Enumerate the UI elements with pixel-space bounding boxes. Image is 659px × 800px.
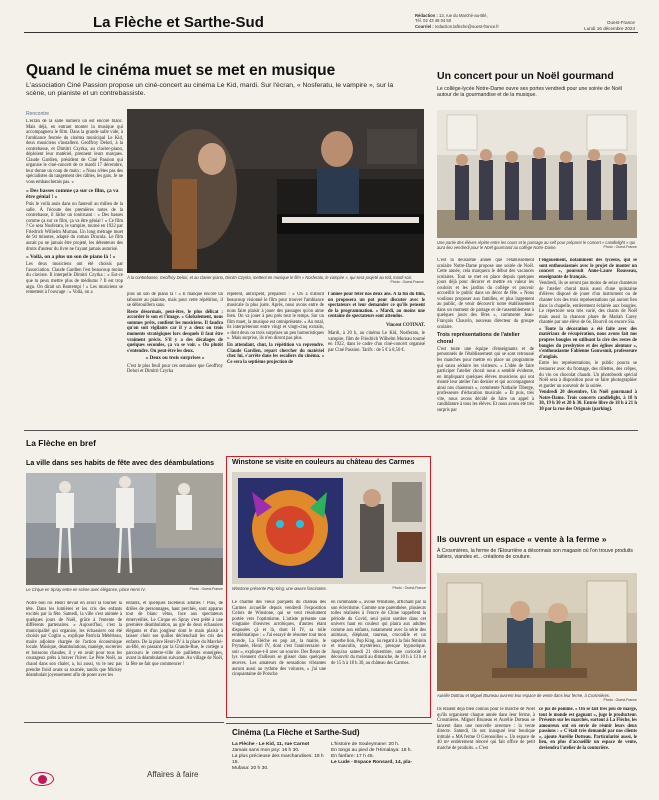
redaction-tel: Tél. 02 43 48 04 50 — [415, 18, 452, 24]
noel-col-1 — [437, 258, 534, 424]
affaires-rule — [24, 722, 224, 723]
main-col2-p2: Reste désormais, peut-être, le plus délicat : accorder le son et l'image. « Globalement, nous sommes prêts, confient les musiciens. Il faudra qu'on soit vigilants car il y a deux ou trois moments stratégiques lors desquels il faut être vraiment précis. S'il y a des décalages de quelques secondes, ça va se voir. » Ou plutôt s'entendre. Ou peut-être les deux. — [127, 309, 223, 354]
masthead-contact — [415, 13, 555, 29]
winstone-photo-caption — [232, 586, 426, 591]
ferme-standfirst: À Crosmières, la ferme de l'Etourrière a désormais son magasin où l'on trouve produits laitiers, viandes et... créations de couture. — [437, 548, 633, 561]
main-col1-p2: Puis le voilà assis dans un fauteuil au milieu de la salle. À l'écoute des premières notes de la contrebasse, il lâche un tonitruant : « Des basses comme ça sur ce film, ça va être génial ! » Ce film ? Ce sera Nosferatu, le vampire, tourné en 1922 par Friedrich Wilhelm Murnau. Un long métrage muet de 94 minutes, adapté du roman Dracula. Le film aurait pu ne jamais être projeté, les détenteurs des droits d'auteur du livre ne l'ayant jamais autorisé. — [26, 202, 123, 252]
redaction-label: Rédaction : — [415, 13, 438, 18]
main-col1-p3: Les deux musiciens ont été choisis par l'association. Claude Gardien l'est beaucoup moins du claviste. Il interpelle Dimitri Czyrka : « Est-ce que tu peux mettre plus de médiums ? Il est trop aigu. On dirait un Bontempi ! » Les musiciens se remettent à l'ouvrage : « Voilà, on a — [26, 262, 123, 296]
winstone-headline: Winstone se visite en couleurs au château des Carmes — [232, 459, 415, 466]
main-col-3 — [227, 292, 324, 424]
farm-shop-illustration — [437, 573, 637, 691]
main-col1-quote2: « Voilà, on a plus un son de piano là ! » — [26, 254, 116, 261]
redaction-address: 13, rue du Marché-au-Blé, — [438, 13, 488, 18]
main-photo-credit: Photo : Ouest-France — [390, 280, 424, 284]
fete-photo-credit: Photo : Ouest-France — [189, 587, 223, 591]
stilt-walkers-illustration — [26, 473, 223, 585]
ferme-photo-caption-text: Aurélie Dottrau et Miguel Bruneau ouvrent leur espace de vente dans leur ferme, à Crosmières. — [437, 693, 610, 698]
eye-icon — [30, 772, 54, 786]
noel-headline: Un concert pour un Noël gourmand — [437, 70, 614, 82]
main-col2-subhead: « Deux ou trois surprises » — [145, 355, 205, 362]
fete-col-2: enfants, et quelques facétieux adultes ! Puis, de drôles de personnages, haut perchés, sont apparus tout de blanc vêtus, face aux spectateurs émerveillés. Le Cirque en Spray s'est prêté à une première déambulation, au gré de deux échassiers élégants et d'un jongleur dont le main plaisir à laisser choir ses quilles déclenchait les cris des enfants. De la place Henri-IV à la place du Marché-au-Blé, en passant par la Grande-Rue, le cortège a parcouru le centre-ville de paillettes enneigées, avant la déambulation suivante. Au village de Noël, la fête ne fait que commencer ! — [126, 601, 223, 668]
main-photo — [127, 109, 424, 273]
main-col-4 — [328, 292, 425, 424]
ferme-photo-credit: Photo : Ouest-France — [603, 698, 637, 702]
main-col1-quote1: « Des basses comme ça sur ce film, ça va être génial ! » — [26, 187, 119, 200]
main-col3-p1: répètent, anticipent, préparent : « On a d'abord beaucoup visionné le film pour trouver l'ambiance musicale la plus juste. Après, nous avons entre de nous faire plaisir à jouer des passages qu'on aime bien. On va jouer à peu près tout le temps. Sur un film muet, la musique est omniprésente. » Au total, ils interpréteront entre vingt et vingt-cinq extraits, « dont deux ou trois surprises un peu humoristiques ». Mais surprise, ils n'en diront pas plus. — [227, 292, 324, 342]
noel-photo-credit: Photo : Ouest-France — [603, 245, 637, 249]
noel-photo-caption — [437, 240, 637, 250]
masthead-rule — [24, 32, 638, 33]
main-standfirst: L'association Ciné Passion propose un ciné-concert au cinéma Le Kid, mardi. Sur l'écran, « Nosferatu, le vampire », sur la scène, un pianiste et un contrebassiste. — [26, 82, 394, 98]
noel-photo — [437, 110, 637, 238]
ferme-col-2: ce jus de pomme. « On se fait très peu de marge, tout le monde est gagnant », juge le producteur. Présents sur les marchés, surtout à La Flèche, les amoureux ont en envie de réunir leurs deux passions : « C'était très demandé par nos clients », ajoute Aurélie Dotteau. Particularité aussi, le lieu, en plus d'accueillir un espace de vente, deviendra l'atelier de la couturière. — [539, 707, 637, 751]
noel-col2-p3: « Toute la décoration a été faite avec des matériaux de récupération, nous avons fait nos propres bougies en utilisant la cire des restes de bougies du presbytère et des églises alentour », s'enthousiasme Fabienne Gouwsmit, professeure d'anglais. — [539, 326, 637, 360]
cinema-item: En fanfare: 17 h 45. — [331, 754, 374, 759]
main-col1-p1: L'écran de la salle numéro un est encore blanc. Mais déjà, en entrant monter la musique qui accompagnera le film. Dans la grande salle vide, à l'ambiance feutrée du cinéma municipal Le Kid, deux musiciens s'installent. Geoffroy Delori, à la contrebasse, et Dimitri Czyrka, au clavier-piano, déploient leur matériel, prennent leurs marques. Claude Gardien, président de Ciné Passion qui organise le ciné-concert de ce mardi 17 décembre, leur donne un coup de main : « Nous n'étes pas des spécialistes du rangement des câbles, les gars. Je ne vous embaucherais pas. » — [26, 119, 123, 186]
main-col4-p2: Mardi, à 20 h, au cinéma Le Kid, Nosferatu, le vampire, film de Friedrich Wilhelm Murnau tourné en 1922, dans le cadre d'un ciné-concert organisé par Ciné Passion. Tarifs : de 5 € à 8,50 €. — [328, 331, 425, 353]
cinema-item: Mufasa: 20 h 30. — [232, 766, 269, 771]
main-headline: Quand le cinéma muet se met en musique — [26, 62, 336, 79]
main-col4-p1: l'année pour fêter nos deux ans. À la fin du film, on proposera un pot pour discuter avec le spectateurs et leur demander ce qu'ils pensent de la programmation. » Mardi, au moins une centaine de spectateurs sont attendus. — [328, 292, 425, 320]
main-col-2 — [127, 292, 223, 424]
noel-col-2 — [539, 258, 637, 424]
noel-photo-caption-text: Une partie des élèves répète entre les cours et le passage au self pour préparer le concert « candlelight » qui aura lieu vendredi pour le Noël gourmand au collège Notre-Dame. — [437, 240, 635, 250]
en-bref-title: La Flèche en bref — [26, 438, 96, 448]
pop-king-painting-illustration — [232, 472, 426, 584]
fete-photo-caption-text: Le Cirque en Spray entre en scène avec élégance, place Henri IV. — [26, 587, 146, 592]
cinema-col-1 — [232, 742, 328, 772]
winstone-photo-caption-text: Winstone présente Pop King, une œuvre fascinante. — [232, 586, 327, 591]
fete-photo — [26, 473, 223, 585]
cinema-item: La plus précieuse des marchandises: 18 h 15. — [232, 754, 324, 765]
noel-col1-p1: C'est la deuxième année que l'établissement scolaire Notre-Dame propose une soirée de Noël. Cette année, cela marquera le début des vacances scolaires. Tout se met en place depuis quelques jours déjà pour décorer et mettre en valeur les couloirs et les jardins du collège et pouvoir accueillir le public dans un décor de fête. « Nous voulions proposer aux familles, et plus largement au public, de venir découvrir notre établissement dans un moment de partage et de rassemblement à quelques jours des fêtes », commente Jean-François Chauvin, nouveau directeur du groupe scolaire. — [437, 258, 534, 330]
main-col2-p3: C'est le plus feuil pour ces semaines que Geoffroy Delori et Dimitri Czyrka — [127, 363, 223, 375]
noel-col2-p2: Vendredi, ils se seront pas moins de seize chanteurs de l'atelier choral mais aussi d'une quinzaine d'élèves disposé de jouer d'un instrument ou de chanter lors des trois représentations qui auront lieu dans la chapelle, entièrement éclairée aux bougies. Le répertoire sera très varié, des chants de Noël mais aussi la chanson phare de Mariah Carey chantée par une élève de 6e, Bourvil ou encore Sia. — [539, 281, 637, 326]
winstone-col-2: en commande », avoue Winstone, affichant par là son éclectisme. Comme une parenthèse, plusieurs toiles réalisées à l'encre de Chine rappellent la période du Covid, seul point sombre dans cet univers haut en couleur qui plaira aux adultes comme aux enfants, notamment avec la série des animaux, éléphant, taureau, crocodile et un superbe lion, Pop King, au regard à la fois féminin et masculin, mystérieux, presque hypnotique. Jusqu'au samedi 21 décembre, une curiosité à découvrir du mardi au dimanche, de 10 h à 13 h et de 15 h à 18 h 30, au château des Carmes. — [331, 600, 426, 667]
noel-col2-p1: l'engouement, notamment des lycéens, qui se sont enthousiasmés avec le projet de monter un concert », poursuit Anne-Laure Rousseau, enseignante de français. — [539, 258, 637, 280]
ferme-headline: Ils ouvrent un espace « vente à la ferme » — [437, 534, 607, 544]
choir-photo-illustration — [437, 110, 637, 238]
winstone-col-1: Le charme des vieux parquets du château des Carmes accueille depuis vendredi l'exposition Colors de Winstone, qui se veut résolument portée vers l'optimisme. L'artiste présente une vingtaine d'œuvres acrobiques, d'autres étant disposées çà et là, dont H IV, sa toile emblématique : « J'ai essayé de résumer tout mon monde, La Flèche en pop art, la mairie, le Prytanée, Henri IV, dont c'est l'anniversaire ce soir », explique-t-il avec un sourire. Des fleurs de lys viennent d'ailleurs se glisser dans quelques œuvres. Les amateurs de sensations vibrantes auront aussi au rythme des voitures, « j'ai une cinquantaine de Porsche — [232, 600, 326, 678]
paper-name: Ouest-France — [606, 20, 635, 25]
cinema-venue-lude: Le Lude - Espace Ronsard, 14, pla- — [331, 760, 412, 765]
ferme-photo — [437, 573, 637, 691]
musicians-photo-illustration — [127, 109, 424, 273]
cinema-rule — [226, 723, 432, 724]
redaction-email[interactable]: redaction.lafleche@ouest-france.fr — [434, 23, 499, 29]
noel-col2-p5: Vendredi 20 décembre, Un Noël gourmand à Notre-Dame. Trois concerts candlelight, à 18 h 30, 19 h 30 et 20 h 30. Entrée libre de 18 h à 21 h 30 par la rue des Orignais (parking). — [539, 390, 637, 412]
cinema-item: En tongs au pied de l'Himalaya: 18 h. — [331, 748, 412, 753]
cinema-col-2 — [331, 742, 429, 766]
winstone-photo-credit: Photo : Ouest-France — [392, 586, 426, 590]
main-col2-p1: plus un son de piano là ! » Il manque encore un tabouret au pianiste, mais pour cette répétition, il se débrouillera sans. — [127, 292, 223, 309]
masthead-title: La Flèche et Sarthe-Sud — [93, 14, 264, 31]
cinema-item: Jamais sans mon psy: 16 h 30. — [232, 748, 300, 753]
main-col3-p2: En attendant, chut, la répétition va reprendre. Claude Gardien, repart chercher du matériel chez lui, s'arrête dans les escaliers du cinéma. « Ce sera la septième projection de — [227, 343, 324, 365]
ferme-photo-caption — [437, 693, 637, 703]
noel-standfirst: Le collège-lycée Notre-Dame ouvre ses portes vendredi pour une soirée de Noël autour de la gourmandise et de la musique. — [437, 86, 623, 99]
noel-col1-p2: C'est toute une équipe d'enseignants et de personnels de l'établissement qui se sont retroussé les manches pour mettre en place un programme qui saura séduire les visiteurs. « L'idée de faire participer l'atelier choral nous a semblé évidente, en impliquant quelques élèves musiciens qui ont monté leur atelier l'an dernier et qui accompagnent ainsi nos chanteurs », commente Nathalie Tiberge, professeure d'éducation musicale. « Et puis, très vite, nous avons décidé de faire un appel à candidature à tous les élèves. Et nous avons été très surpris par — [437, 346, 534, 413]
ferme-col-1: Ils étaient déjà bien connus pour le marché de Noël qu'ils organisent chaque année dans leur ferme, à Crosmières. Miguel Bruneau et Aurélie Dotteau se lancent dans une nouvelle aventure : la vente directe. Samedi, ils ont inauguré leur boutique intitulé « MA ferme O Grenouilles ». Un espace de 40 m² entièrement rénové qui fait office de petit marché de produits. « C'est — [437, 707, 535, 751]
main-col4-signature: Vincent COTINAT. — [386, 322, 425, 328]
cinema-item: L'histoire de Souleymane: 20 h. — [331, 742, 400, 747]
main-photo-caption-text: À la contrebasse, Geoffroy Delori, et au clavier-piano, Dimitri Czyrka, mettent en musique le film « Nosferatu, le vampire », qui sera projeté au Kid, mardi soir. — [127, 275, 413, 280]
affaires-title: Affaires à faire — [147, 770, 199, 779]
winstone-photo — [232, 472, 426, 584]
noel-col2-p4: Entre les représentations, le public pourra se restaurer avec du fromage, des rillettes, des crêpes, du vin ou chocolat chauds. Un photobooth spécial Noël sera à disposition pour se faire photographier et garder un souvenir de la soirée. — [539, 361, 637, 389]
cinema-title: Cinéma (La Flèche et Sarthe-Sud) — [232, 728, 360, 737]
main-col-1 — [26, 119, 123, 421]
section-rule — [24, 430, 638, 431]
masthead-edition — [565, 20, 635, 31]
main-photo-caption — [127, 275, 424, 285]
fete-col-1: Notre bon roi Henri devait en avoir la tourner la tête. Dans les lumières et les cris des enfants excités par la fête. Samedi, la ville s'est animée à quelques jours de Noël, grâce à l'entente de différents partenaires. « Aujourd'hui, c'est la municipalité qui organise, les échassiers ont été choisis par Cogito », explique Patricia Métérieau, maire adjointe chargée de l'action économique locale. Musique, déambulations, manège, sucreries et boissons chaudes, il y en avait pour tous les courageux prêts à braver l'hiver. Le Père Noël, au chaud dans son chalet, a, lui aussi, vu le nez pas prendre froid avant sa tournée, tandis que Mickey déambulait joyeusement afin de poser avec les — [26, 601, 122, 679]
main-kicker: Rencontre — [26, 111, 50, 117]
fete-photo-caption — [26, 587, 223, 592]
fete-headline: La ville dans ses habits de fête avec des déambulations — [26, 459, 215, 467]
noel-col1-subhead: Trois représentations de l'atelier choral — [437, 332, 520, 345]
cinema-venue-kid: La Flèche - Le Kid, 11, rue Carnot — [232, 742, 310, 747]
issue-date: Lundi 16 décembre 2024 — [584, 25, 635, 31]
courriel-label: Courriel : — [415, 23, 434, 29]
